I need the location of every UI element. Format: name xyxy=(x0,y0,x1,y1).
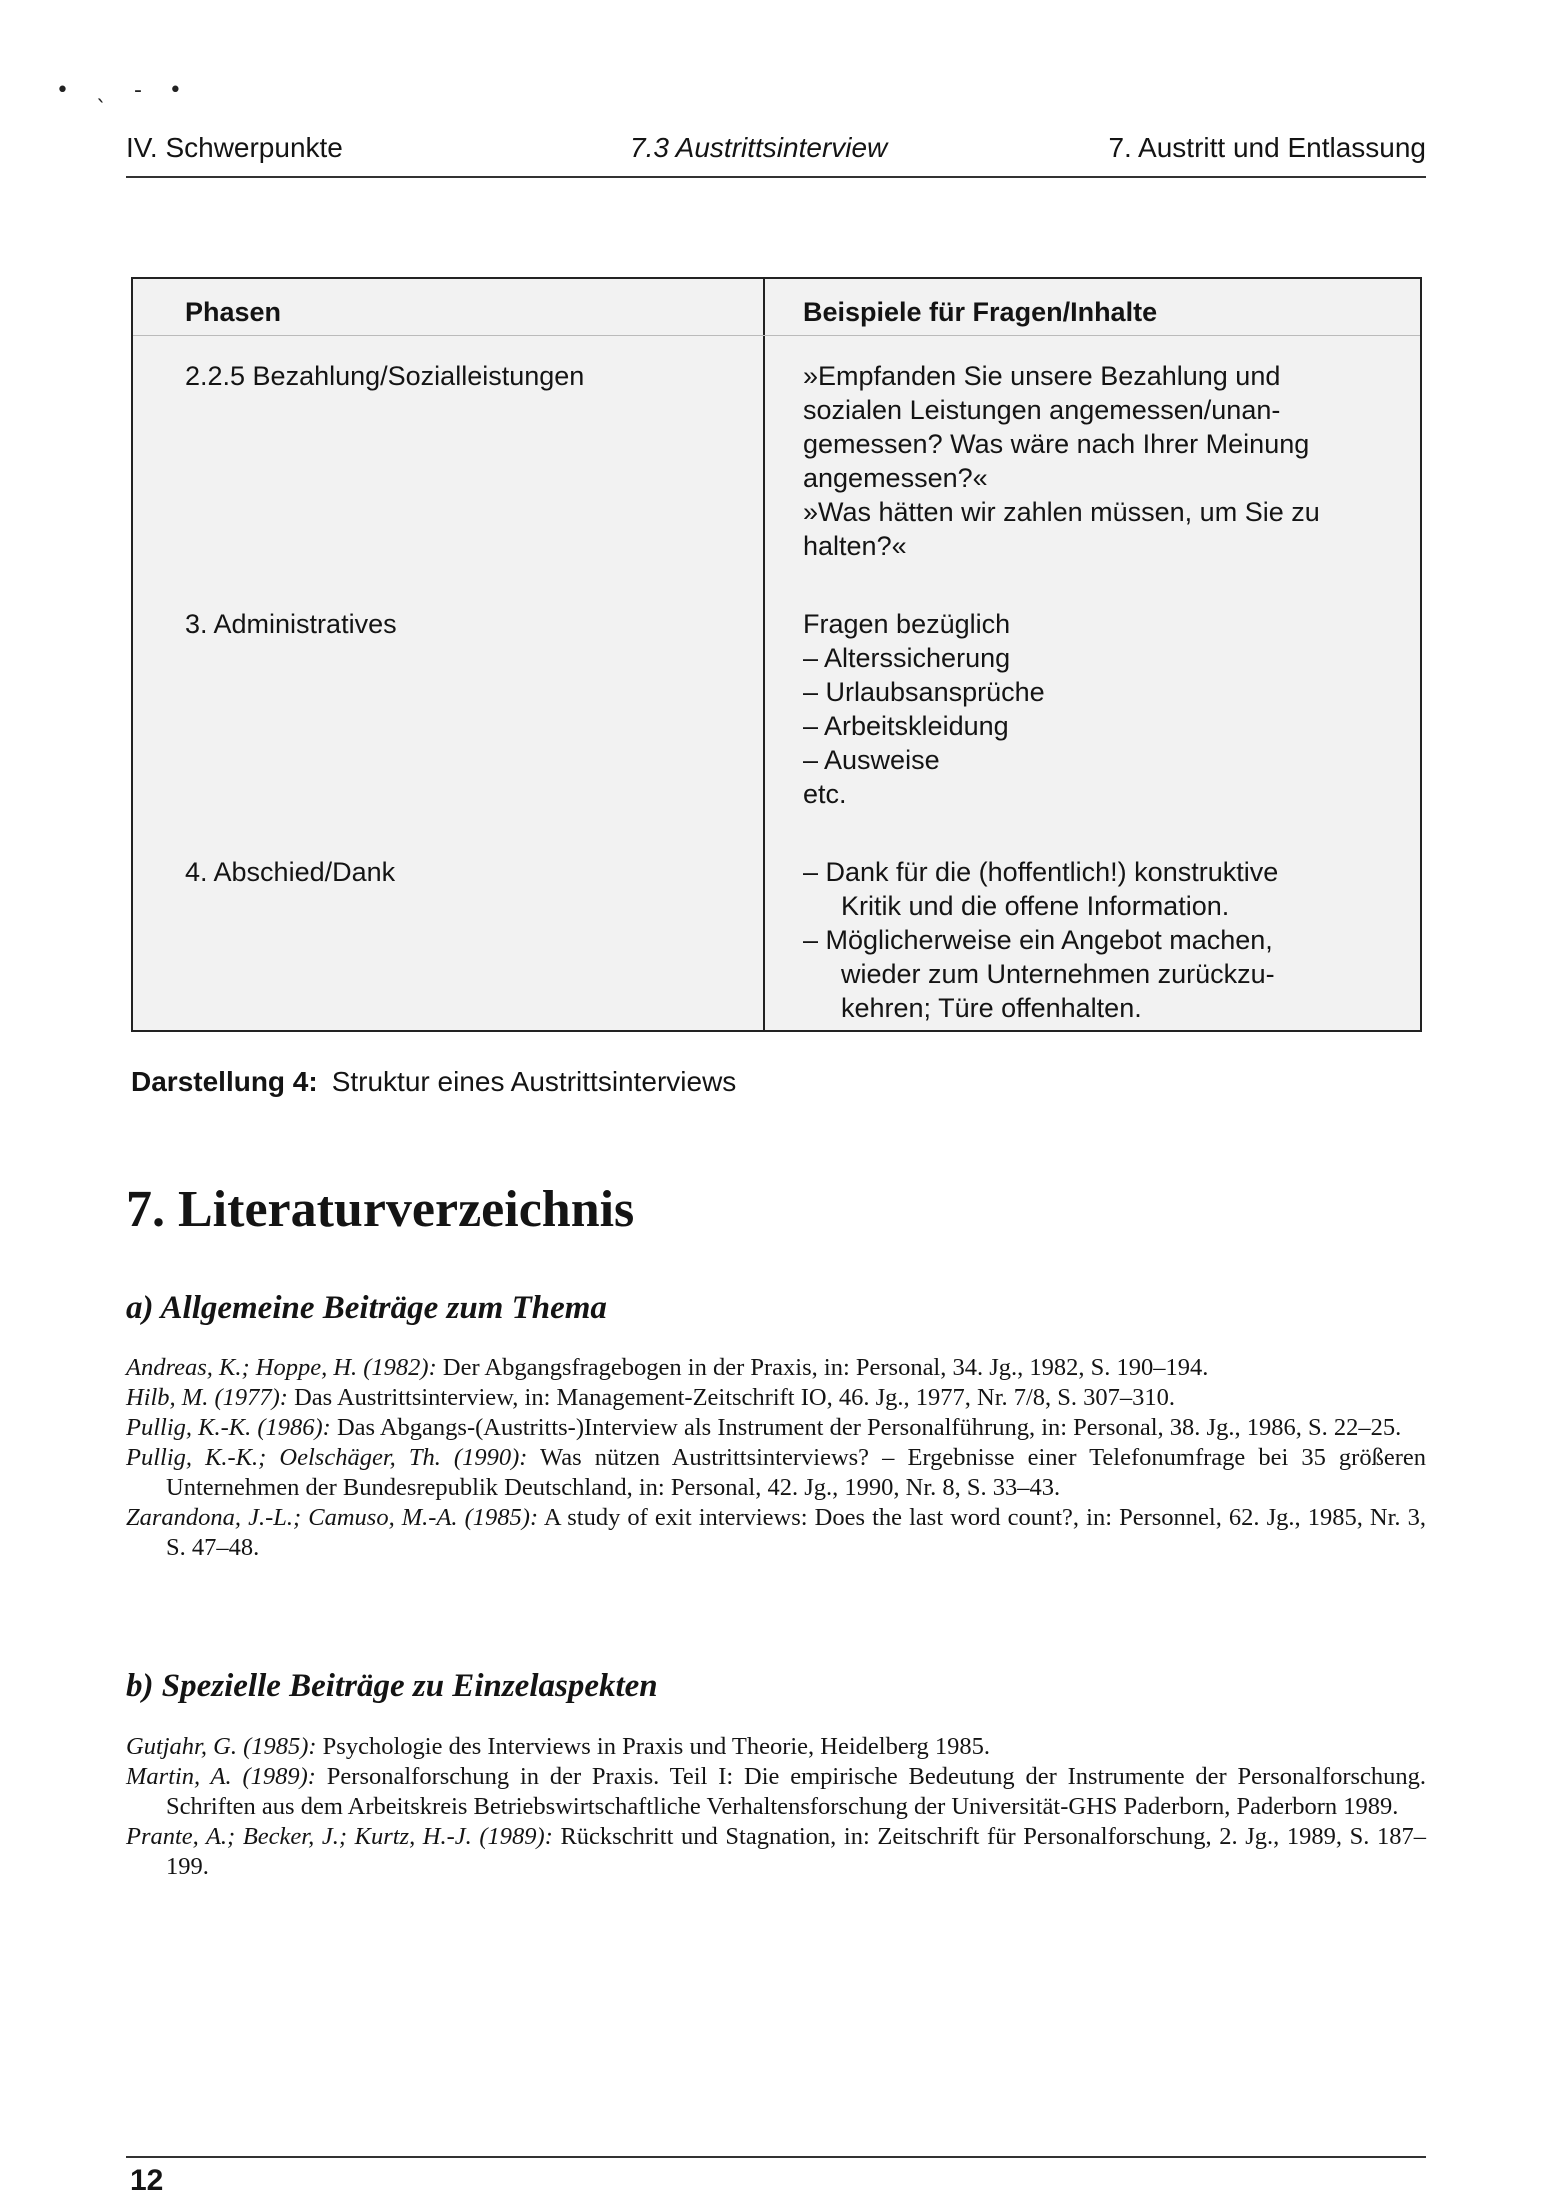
question-outro: etc. xyxy=(803,779,847,809)
section-b-heading: b) Spezielle Beiträge zu Einzelaspekten xyxy=(126,1668,658,1704)
reference-text: Personalforschung in der Praxis. Teil I: Die empirische Bedeutung der Instrumente der Personalforschung. Schriften aus dem Arbeitskreis Betriebswirtschaftliche Verhaltensforschung der Universität-GHS Paderborn, Paderborn 1989. xyxy=(166,1763,1427,1820)
phase-label-farewell: 4. Abschied/Dank xyxy=(185,857,396,887)
reference-text: Psychologie des Interviews in Praxis und Theorie, Heidelberg 1985. xyxy=(322,1733,990,1760)
reference-entry xyxy=(126,1762,1426,1822)
reference-entry xyxy=(126,1353,1426,1383)
column-header-examples: Beispiele für Fragen/Inhalte xyxy=(803,297,1158,327)
reference-text: Rückschritt und Stagnation, in: Zeitschrift für Personalforschung, 2. Jg., 1989, S. 187–199. xyxy=(166,1823,1426,1880)
figure-caption xyxy=(131,1066,736,1098)
question-line: gemessen? Was wäre nach Ihrer Meinung xyxy=(803,429,1310,459)
reference-text: A study of exit interviews: Does the last word count?, in: Personnel, 62. Jg., 1985, Nr. 3, S. 47–48. xyxy=(166,1504,1426,1561)
question-item: – Ausweise xyxy=(803,745,940,775)
header-rule xyxy=(133,335,1420,336)
interview-structure-table xyxy=(131,277,1422,1032)
question-item-continued: wieder zum Unternehmen zurückzu- xyxy=(841,959,1275,989)
phase-questions-farewell xyxy=(803,855,1278,1025)
footer-rule xyxy=(126,2156,1426,2158)
reference-entry xyxy=(126,1443,1426,1503)
reference-list-specific xyxy=(126,1732,1426,1882)
reference-authors: Pullig, K.-K.; Oelschäger, Th. (1990): xyxy=(126,1444,528,1471)
question-intro: Fragen bezüglich xyxy=(803,609,1011,639)
reference-entry xyxy=(126,1822,1426,1882)
reference-text: Der Abgangsfragebogen in der Praxis, in: Personal, 34. Jg., 1982, S. 190–194. xyxy=(442,1354,1209,1381)
question-item-continued: kehren; Türe offenhalten. xyxy=(841,993,1142,1023)
header-part-title: IV. Schwerpunkte xyxy=(126,132,343,163)
page-number: 12 xyxy=(130,2164,164,2197)
reference-text: Das Abgangs-(Austritts-)Interview als Instrument der Personalführung, in: Personal, 38. Jg., 1986, S. 22–25. xyxy=(336,1414,1402,1441)
question-item: – Alterssicherung xyxy=(803,643,1011,673)
phase-label-administrative: 3. Administratives xyxy=(185,609,397,639)
question-item: – Urlaubsansprüche xyxy=(803,677,1045,707)
question-item: – Möglicherweise ein Angebot machen, xyxy=(803,925,1273,955)
phase-questions-pay xyxy=(803,359,1320,563)
running-header xyxy=(126,128,1426,178)
caption-text: Struktur eines Austrittsinterviews xyxy=(331,1066,737,1097)
reference-text: Was nützen Austrittsinterviews? – Ergebnisse einer Telefonumfrage bei 35 größeren Unternehmen der Bundesrepublik Deutschland, in: Personal, 42. Jg., 1990, Nr. 8, S. 33–43. xyxy=(166,1444,1426,1501)
phase-questions-administrative xyxy=(803,607,1045,811)
reference-authors: Hilb, M. (1977): xyxy=(126,1384,288,1411)
chapter-title: 7. Literaturverzeichnis xyxy=(126,1181,635,1238)
reference-authors: Gutjahr, G. (1985): xyxy=(126,1733,317,1760)
reference-authors: Andreas, K.; Hoppe, H. (1982): xyxy=(126,1354,437,1381)
question-item: – Arbeitskleidung xyxy=(803,711,1009,741)
question-line: sozialen Leistungen angemessen/unan- xyxy=(803,395,1281,425)
phase-label-pay: 2.2.5 Bezahlung/Sozialleistungen xyxy=(185,361,585,391)
reference-list-general xyxy=(126,1353,1426,1563)
column-divider xyxy=(763,279,765,1030)
reference-authors: Pullig, K.-K. (1986): xyxy=(126,1414,331,1441)
scan-speckles: • ˎ - • xyxy=(56,78,192,103)
header-section-title: 7.3 Austrittsinterview xyxy=(630,132,888,163)
reference-entry xyxy=(126,1732,1426,1762)
column-header-phases: Phasen xyxy=(185,297,282,327)
header-chapter-title: 7. Austritt und Entlassung xyxy=(1108,132,1426,163)
reference-entry xyxy=(126,1383,1426,1413)
reference-authors: Martin, A. (1989): xyxy=(126,1763,316,1790)
question-line: »Was hätten wir zahlen müssen, um Sie zu xyxy=(803,497,1320,527)
reference-authors: Prante, A.; Becker, J.; Kurtz, H.-J. (1989): xyxy=(126,1823,553,1850)
reference-text: Das Austrittsinterview, in: Management-Zeitschrift IO, 46. Jg., 1977, Nr. 7/8, S. 307–310. xyxy=(294,1384,1176,1411)
question-line: angemessen?« xyxy=(803,463,988,493)
reference-authors: Zarandona, J.-L.; Camuso, M.-A. (1985): xyxy=(126,1504,539,1531)
question-line: »Empfanden Sie unsere Bezahlung und xyxy=(803,361,1281,391)
question-line: halten?« xyxy=(803,531,907,561)
reference-entry xyxy=(126,1413,1426,1443)
question-item-continued: Kritik und die offene Information. xyxy=(841,891,1230,921)
reference-entry xyxy=(126,1503,1426,1563)
question-item: – Dank für die (hoffentlich!) konstruktive xyxy=(803,857,1279,887)
section-a-heading: a) Allgemeine Beiträge zum Thema xyxy=(126,1290,607,1326)
caption-label: Darstellung 4: xyxy=(131,1066,318,1097)
